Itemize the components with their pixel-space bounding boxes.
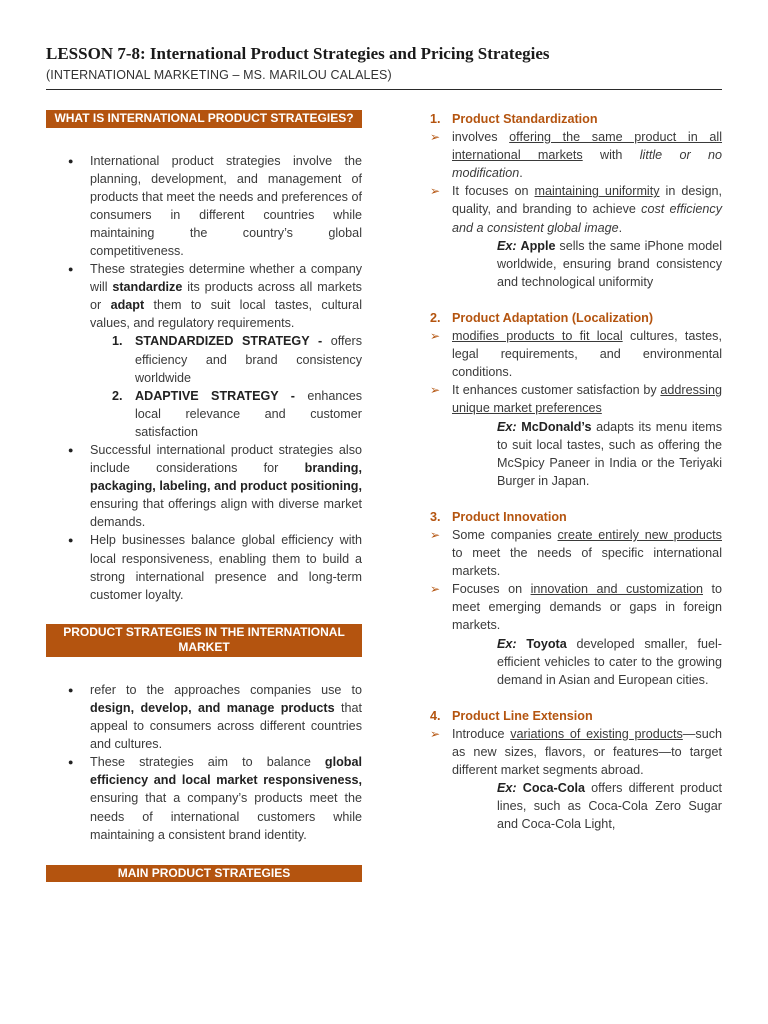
bullet-text: Help businesses balance global efficiency with local responsiveness, enabling them to build a strong international presence and long-term customer loyalty. <box>90 533 362 602</box>
list-item: ➢ It enhances customer satisfaction by addressing unique market preferences <box>430 383 722 416</box>
arrow-list <box>430 327 722 417</box>
arrow-list <box>430 725 722 779</box>
item-text: offers efficiency and brand consistency worldwide <box>135 334 362 385</box>
list-item: ➢ It focuses on maintaining uniformity in design, quality, and branding to achieve cost efficiency and a consistent global image. <box>430 184 722 235</box>
item-number: 2. <box>112 388 123 403</box>
example-apple: Ex: Apple sells the same iPhone model worldwide, ensuring brand consistency and technological uniformity <box>497 238 722 289</box>
list-item: ➢ involves offering the same product in all international markets with little or no modification. <box>430 130 723 181</box>
example-coca-cola: Ex: Coca-Cola offers different product lines, such as Coca-Cola Zero Sugar and Coca-Cola Light, <box>497 781 722 832</box>
bullet-list-strategies <box>46 681 362 844</box>
right-column <box>430 110 722 833</box>
arrow-icon: ➢ <box>430 329 441 344</box>
arrow-icon: ➢ <box>430 184 441 199</box>
list-item: ➢ Introduce variations of existing products—such as new sizes, flavors, or features—to target different market segments abroad. <box>430 726 722 778</box>
list-item <box>46 260 362 441</box>
arrow-icon: ➢ <box>430 130 441 145</box>
sublist-item-adaptive <box>90 387 362 441</box>
section-title: Product Standardization <box>452 112 598 126</box>
bullet-text: Successful international product strategies also include considerations for <box>90 443 362 476</box>
bold-term: standardize <box>112 280 183 295</box>
arrow-icon: ➢ <box>430 383 441 398</box>
section-number: 4. <box>430 708 441 723</box>
section-title: Product Line Extension <box>452 708 593 723</box>
section-number: 2. <box>430 310 441 325</box>
section-heading-what-is: WHAT IS INTERNATIONAL PRODUCT STRATEGIES? <box>46 110 362 128</box>
bullet-list-definition <box>46 152 362 604</box>
section-title-innovation <box>430 508 722 526</box>
list-item <box>46 681 362 753</box>
list-item <box>46 152 362 261</box>
bold-term: adapt <box>110 298 145 313</box>
strategy-sublist <box>90 332 362 441</box>
page-subtitle: (INTERNATIONAL MARKETING – MS. MARILOU CALALES) <box>46 68 392 82</box>
bullet-text: ensuring that offerings align with diverse market demands. <box>90 497 362 530</box>
item-number: 1. <box>112 334 123 349</box>
bullet-text: These strategies determine whether a company will <box>90 262 362 295</box>
bullet-text: that appeal to consumers across different countries and cultures. <box>90 700 362 752</box>
bold-term: design, develop, and manage products <box>90 700 335 715</box>
section-number: 3. <box>430 509 441 524</box>
bullet-text: refer to the approaches companies use to <box>90 682 362 697</box>
list-item: ➢ Focuses on innovation and customization to meet emerging demands or gaps in foreign markets. <box>430 582 722 633</box>
header-divider <box>46 89 722 90</box>
section-title-standardization <box>430 110 722 128</box>
arrow-icon: ➢ <box>430 582 441 597</box>
arrow-list <box>430 526 722 635</box>
section-heading-product-strategies: PRODUCT STRATEGIES IN THE INTERNATIONAL MARKET <box>46 624 362 657</box>
bullet-text: These strategies aim to balance <box>90 755 325 770</box>
arrow-icon: ➢ <box>430 527 441 542</box>
example-toyota: Ex: Toyota developed smaller, fuel-efficient vehicles to cater to the growing demand in Asian and European cities. <box>497 636 723 687</box>
arrow-list <box>430 128 722 237</box>
arrow-icon: ➢ <box>430 726 441 741</box>
section-title-line-extension <box>430 707 722 725</box>
list-item <box>46 753 362 843</box>
sublist-item-standardized <box>90 332 362 386</box>
item-text: enhances local relevance and customer satisfaction <box>135 388 362 439</box>
bullet-text: International product strategies involve the planning, development, and management of products that meet the needs and preferences of consumers in different countries while maintaining the country’s global competitiveness. <box>90 153 362 258</box>
bullet-text: ensuring that a company’s products meet the needs of international customers while maintaining a consistent brand identity. <box>90 791 362 842</box>
section-title: Product Innovation <box>452 509 567 524</box>
bullet-text: its products across all markets or <box>90 280 362 313</box>
example-mcdonalds: Ex: McDonald’s adapts its menu items to suit local tastes, such as offering the McSpicy Paneer in India or the Teriyaki Burger in Japan. <box>497 419 722 488</box>
page-title: LESSON 7-8: International Product Strategies and Pricing Strategies <box>46 44 550 63</box>
bold-term: STANDARDIZED STRATEGY - <box>135 334 323 349</box>
bold-term: global efficiency and local market responsiveness, <box>90 755 362 788</box>
list-item <box>46 531 362 603</box>
bullet-text: them to suit local tastes, cultural values, and regulatory requirements. <box>90 298 362 331</box>
section-number: 1. <box>430 112 441 126</box>
bold-term: ADAPTIVE STRATEGY - <box>135 388 296 403</box>
section-title-adaptation <box>430 309 722 327</box>
list-item: ➢ Some companies create entirely new products to meet the needs of specific international markets. <box>430 527 722 579</box>
bold-term: branding, packaging, labeling, and product positioning, <box>90 461 362 494</box>
section-title: Product Adaptation (Localization) <box>452 310 654 325</box>
list-item <box>46 441 362 531</box>
section-heading-main-strategies: MAIN PRODUCT STRATEGIES <box>46 865 362 883</box>
left-column <box>46 110 362 882</box>
list-item: ➢ modifies products to fit local cultures, tastes, legal requirements, and environmental conditions. <box>430 329 722 380</box>
